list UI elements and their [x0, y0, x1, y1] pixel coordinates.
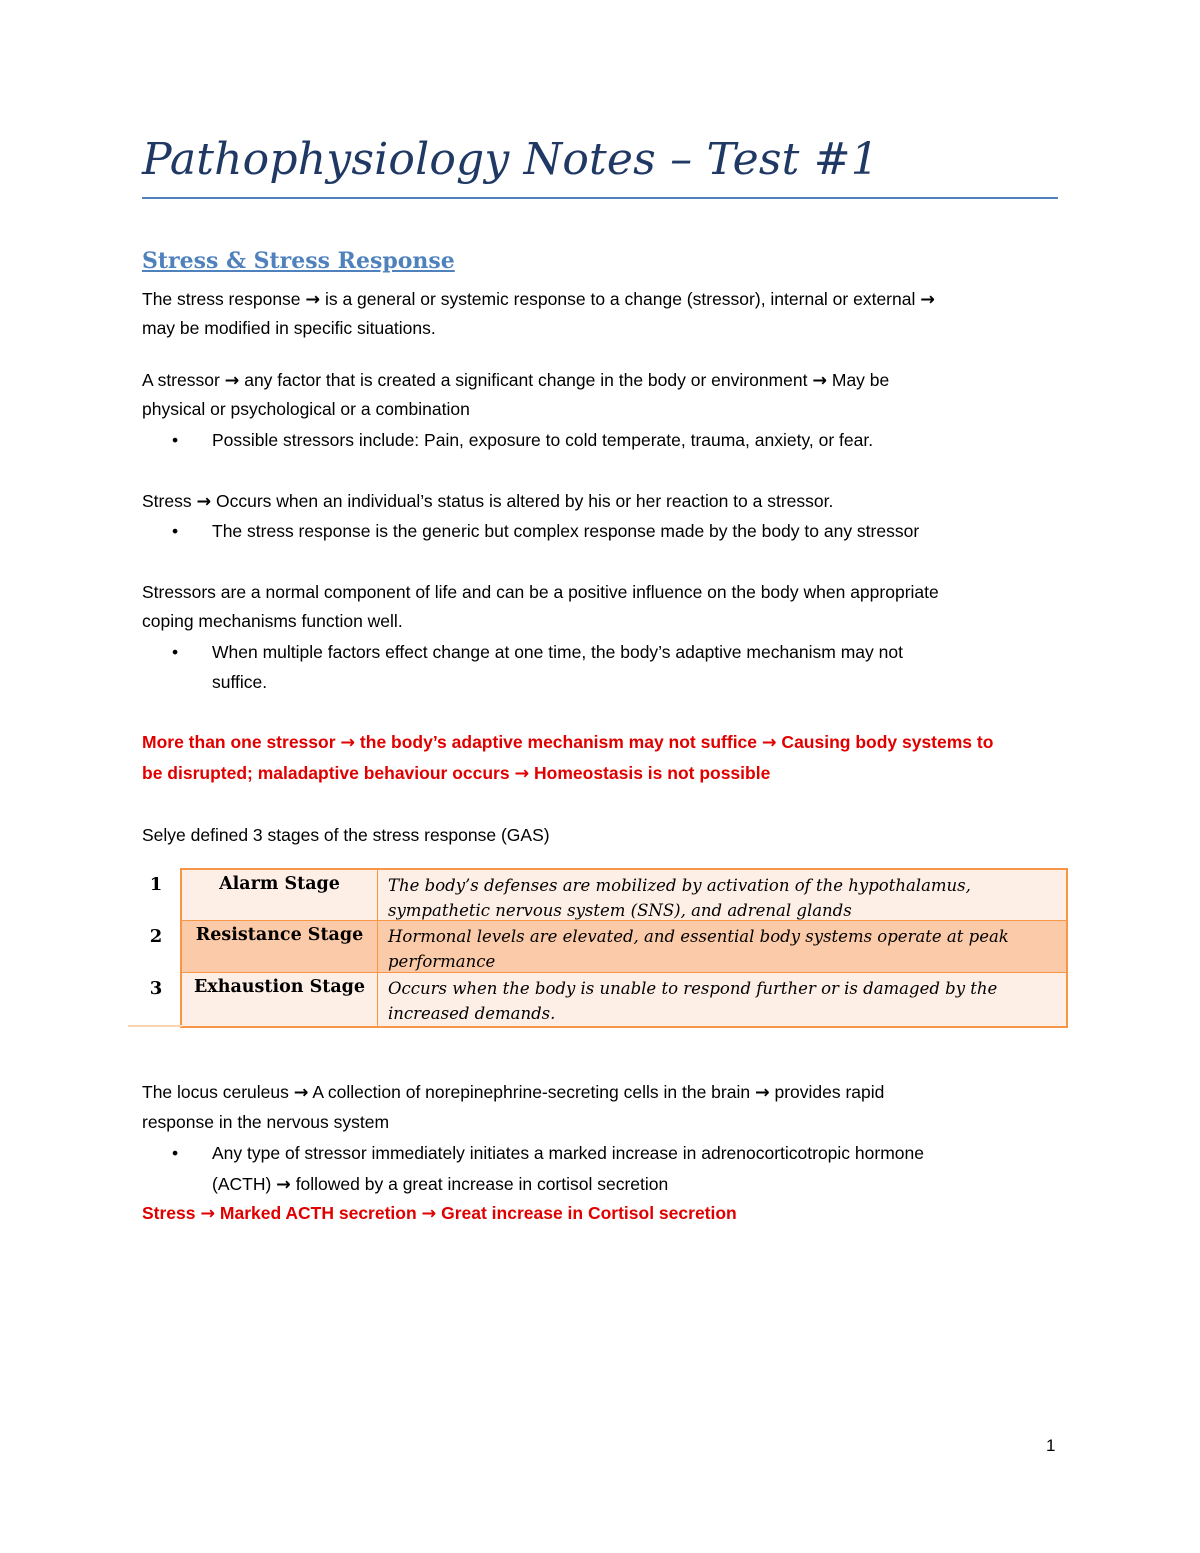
paragraph-locus-ceruleus-line2: response in the nervous system	[142, 1112, 390, 1132]
section-heading: Stress & Stress Response	[142, 248, 455, 274]
bullet-multiple-factors-line1: When multiple factors effect change at one time, the body’s adaptive mechanism may not	[212, 642, 903, 662]
emphasis-line1: More than one stressor → the body’s adaptive mechanism may not suffice → Causing body systems to	[142, 732, 994, 753]
paragraph-stressor-line2: physical or psychological or a combination	[142, 399, 470, 419]
bullet-multiple-factors-line2: suffice.	[212, 672, 268, 692]
stage-number: 3	[149, 978, 163, 999]
bullet-icon: •	[172, 642, 179, 662]
stage-number: 1	[149, 874, 163, 895]
paragraph-selye: Selye defined 3 stages of the stress response (GAS)	[142, 825, 550, 845]
arrow-icon: →	[421, 1204, 437, 1224]
stage-description: The body’s defenses are mobilized by activation of the hypothalamus, sympathetic nervous system (SNS), and adrenal glands	[388, 876, 971, 920]
stage-description: Hormonal levels are elevated, and essential body systems operate at peak performance	[388, 927, 1009, 971]
arrow-icon: →	[200, 1204, 216, 1224]
bullet-generic-response: The stress response is the generic but complex response made by the body to any stressor	[212, 521, 920, 541]
paragraph-stress-response-line2: may be modified in specific situations.	[142, 318, 436, 338]
page-number: 1	[1046, 1436, 1056, 1455]
stage-name: Resistance Stage	[182, 921, 378, 972]
arrow-icon: →	[761, 733, 777, 753]
paragraph-stressor-line1: A stressor → any factor that is created a significant change in the body or environment → May be	[142, 370, 890, 391]
stages-grid	[180, 868, 1068, 1028]
document-title: Pathophysiology Notes – Test #1	[142, 134, 879, 185]
stage-description: Occurs when the body is unable to respond further or is damaged by the increased demands.	[388, 979, 998, 1023]
arrow-icon: →	[514, 764, 530, 784]
table-row	[182, 921, 1066, 973]
bullet-icon: •	[172, 521, 179, 541]
paragraph-stress-response-line1: The stress response → is a general or systemic response to a change (stressor), internal or external →	[142, 289, 935, 310]
stage-number: 2	[149, 926, 163, 947]
stage-name: Exhaustion Stage	[182, 973, 378, 1026]
emphasis-cortisol: Stress → Marked ACTH secretion → Great increase in Cortisol secretion	[142, 1203, 737, 1224]
title-underline	[142, 197, 1058, 199]
arrow-icon: →	[305, 290, 321, 310]
arrow-icon: →	[293, 1083, 309, 1103]
arrow-icon: →	[276, 1175, 291, 1195]
paragraph-stressors-normal-line1: Stressors are a normal component of life and can be a positive influence on the body when appropriate	[142, 582, 939, 602]
bullet-acth-line2: (ACTH) → followed by a great increase in cortisol secretion	[212, 1174, 669, 1195]
bullet-possible-stressors: Possible stressors include: Pain, exposure to cold temperate, trauma, anxiety, or fear.	[212, 430, 874, 450]
bullet-icon: •	[172, 1143, 179, 1163]
arrow-icon: →	[196, 492, 212, 512]
paragraph-stress-line1: Stress → Occurs when an individual’s status is altered by his or her reaction to a stressor.	[142, 491, 834, 512]
arrow-icon: →	[340, 733, 356, 753]
emphasis-line2: be disrupted; maladaptive behaviour occurs → Homeostasis is not possible	[142, 763, 771, 784]
paragraph-stressors-normal-line2: coping mechanisms function well.	[142, 611, 403, 631]
arrow-icon: →	[920, 290, 935, 310]
arrow-icon: →	[754, 1083, 770, 1103]
table-left-rule	[128, 1025, 182, 1027]
bullet-icon: •	[172, 430, 179, 450]
stage-name: Alarm Stage	[182, 870, 378, 920]
paragraph-locus-ceruleus-line1: The locus ceruleus → A collection of norepinephrine-secreting cells in the brain → provides rapid	[142, 1082, 885, 1103]
arrow-icon: →	[812, 371, 827, 391]
bullet-acth-line1: Any type of stressor immediately initiates a marked increase in adrenocorticotropic hormone	[212, 1143, 924, 1163]
table-row	[182, 870, 1066, 921]
arrow-icon: →	[224, 371, 240, 391]
table-row	[182, 973, 1066, 1026]
